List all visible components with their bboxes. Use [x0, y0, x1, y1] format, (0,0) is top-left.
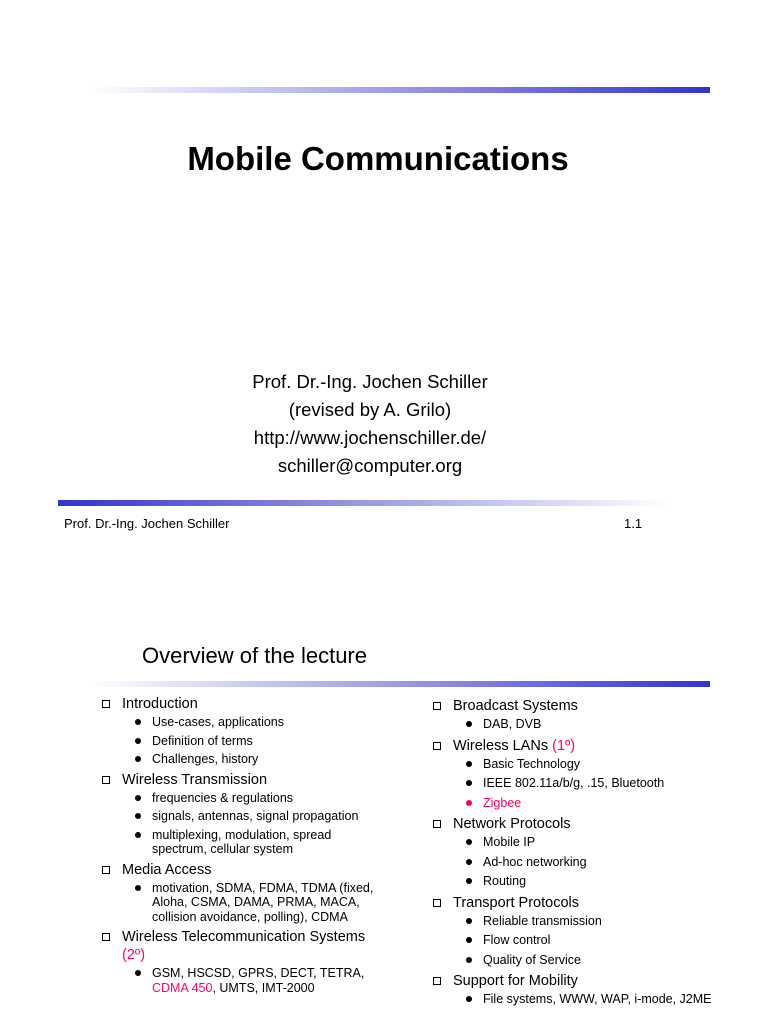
sub-item: Mobile IP — [453, 835, 733, 850]
list-item — [433, 737, 733, 811]
list-item — [433, 815, 733, 889]
square-bullet-icon — [102, 933, 110, 941]
list-item — [102, 695, 382, 767]
square-bullet-icon — [433, 977, 441, 985]
item-label: Transport Protocols — [453, 894, 579, 911]
sub-list — [453, 717, 733, 732]
item-label: Network Protocols — [453, 816, 571, 832]
list-item — [102, 928, 382, 995]
dot-bullet-icon — [135, 970, 141, 976]
sub-item: Ad-hoc networking — [453, 855, 733, 870]
sub-list — [453, 914, 733, 968]
dot-bullet-icon — [135, 719, 141, 725]
sub-item: Zigbee — [453, 796, 733, 811]
sub-item: multiplexing, modulation, spread spectrum, cellular system — [122, 828, 382, 857]
author-email[interactable]: schiller@computer.org — [277, 455, 463, 476]
sub-list — [453, 992, 733, 1007]
dot-bullet-icon — [466, 859, 472, 865]
dot-bullet-icon — [466, 839, 472, 845]
highlight-note: (1º) — [552, 737, 576, 754]
square-bullet-icon — [102, 700, 110, 708]
sub-item: Basic Technology — [453, 757, 733, 772]
dot-bullet-icon — [466, 996, 472, 1002]
highlight-note: (2º) — [122, 947, 146, 963]
sub-list — [453, 835, 733, 889]
dot-bullet-icon — [466, 721, 472, 727]
item-label: Media Access — [122, 861, 212, 878]
square-bullet-icon — [433, 820, 441, 828]
sub-item: Quality of Service — [453, 953, 733, 968]
dot-bullet-icon — [135, 738, 141, 744]
dot-bullet-icon — [466, 937, 472, 943]
item-label: Wireless Transmission — [122, 771, 268, 788]
author-name: Prof. Dr.-Ing. Jochen Schiller — [252, 371, 488, 392]
square-bullet-icon — [433, 702, 441, 710]
overview-slide — [0, 560, 768, 1024]
dot-bullet-icon — [135, 813, 141, 819]
sub-list — [122, 881, 382, 925]
sub-item: DAB, DVB — [453, 717, 733, 732]
sub-list — [122, 966, 382, 995]
overview-gradient-bar — [90, 681, 710, 687]
overview-title: Overview of the lecture — [142, 643, 367, 668]
sub-list — [122, 715, 382, 767]
sub-item: signals, antennas, signal propagation — [122, 809, 382, 824]
dot-bullet-icon — [466, 957, 472, 963]
sub-list — [122, 791, 382, 857]
slide-title: Mobile Communications — [187, 140, 569, 177]
square-bullet-icon — [102, 866, 110, 874]
bottom-gradient-bar — [58, 500, 670, 506]
square-bullet-icon — [102, 776, 110, 784]
sub-item: motivation, SDMA, FDMA, TDMA (fixed, Aloha, CSMA, DAMA, PRMA, MACA, collision avoidance, polling), CDMA — [122, 881, 382, 925]
sub-list — [453, 757, 733, 811]
item-label: Support for Mobility — [453, 973, 578, 989]
item-label: Introduction — [122, 696, 198, 712]
author-block — [0, 368, 740, 480]
sub-item: Use-cases, applications — [122, 715, 382, 730]
sub-item: Routing — [453, 874, 733, 889]
page-number: 1.1 — [624, 516, 643, 531]
dot-bullet-icon — [466, 780, 472, 786]
sub-item: IEEE 802.11a/b/g, .15, Bluetooth — [453, 776, 733, 791]
square-bullet-icon — [433, 742, 441, 750]
list-item — [102, 861, 382, 925]
top-gradient-bar — [90, 87, 710, 93]
revised-by: (revised by A. Grilo) — [288, 399, 452, 420]
dot-bullet-icon — [135, 795, 141, 801]
list-item — [433, 894, 733, 968]
item-label: Wireless LANs — [453, 737, 549, 754]
list-item — [433, 697, 733, 732]
dot-bullet-icon — [466, 761, 472, 767]
sub-item: GSM, HSCSD, GPRS, DECT, TETRA, CDMA 450, UMTS, IMT-2000 — [122, 966, 382, 995]
item-label: Wireless Telecommunication Systems — [122, 929, 366, 945]
list-item — [433, 972, 733, 1007]
right-column — [433, 697, 733, 1012]
sub-item: frequencies & regulations — [122, 791, 382, 806]
left-column — [102, 695, 382, 999]
sub-item: Reliable transmission — [453, 914, 733, 929]
footer-author: Prof. Dr.-Ing. Jochen Schiller — [64, 516, 230, 531]
square-bullet-icon — [433, 899, 441, 907]
item-label: Broadcast Systems — [453, 698, 578, 714]
dot-bullet-icon — [466, 800, 472, 806]
dot-bullet-icon — [135, 756, 141, 762]
dot-bullet-icon — [135, 885, 141, 891]
dot-bullet-icon — [135, 832, 141, 838]
sub-item: Definition of terms — [122, 734, 382, 749]
list-item — [102, 771, 382, 857]
sub-item: Challenges, history — [122, 752, 382, 767]
sub-item: File systems, WWW, WAP, i-mode, J2ME — [453, 992, 733, 1007]
author-url[interactable]: http://www.jochenschiller.de/ — [253, 427, 487, 448]
sub-item: Flow control — [453, 933, 733, 948]
dot-bullet-icon — [466, 918, 472, 924]
dot-bullet-icon — [466, 878, 472, 884]
